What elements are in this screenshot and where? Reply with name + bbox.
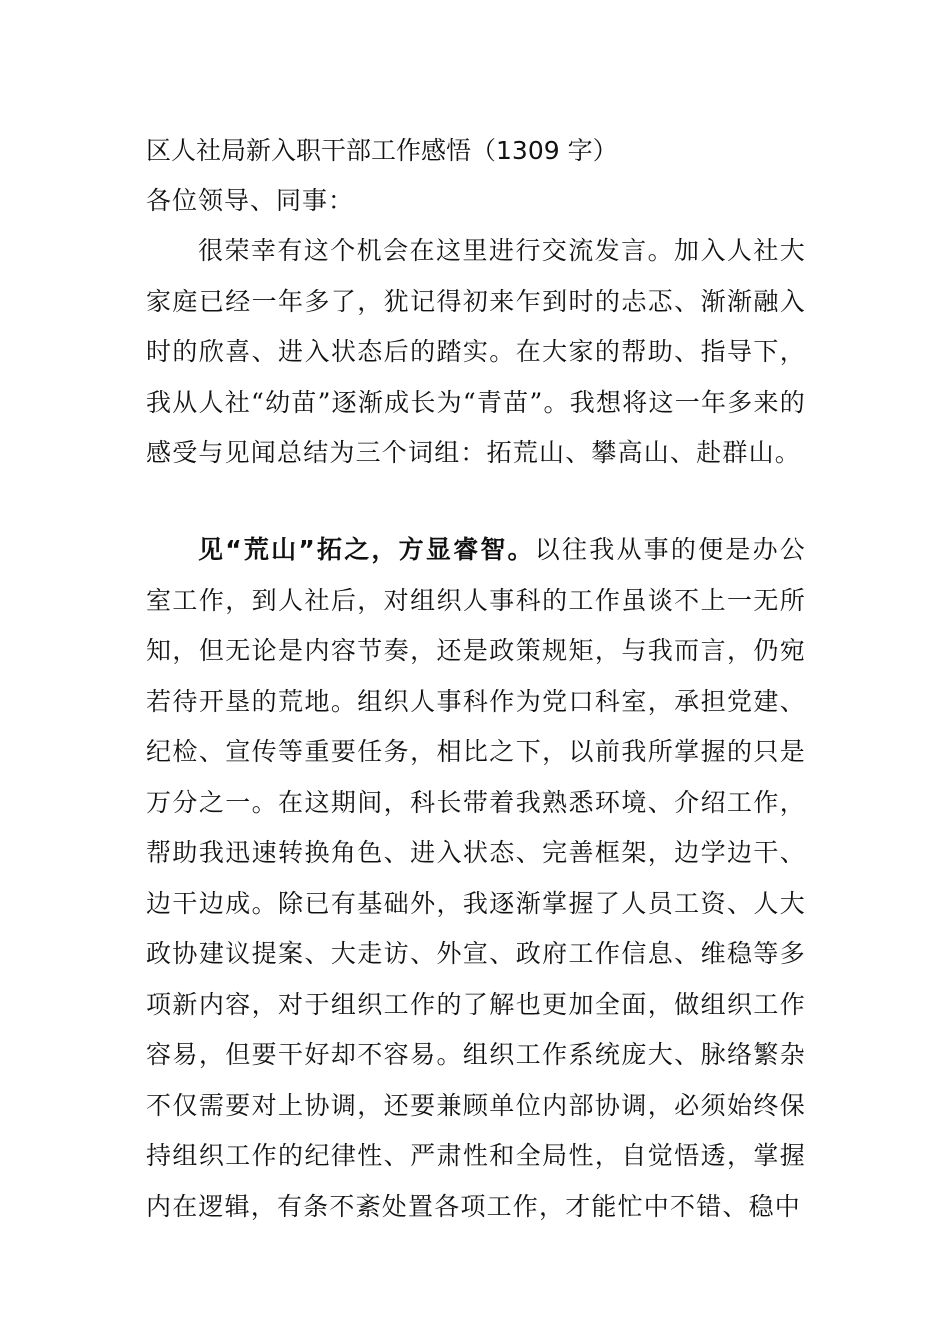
paragraph-body: 以往我从事的便是办公室工作，到人社后，对组织人事科的工作虽谈不上一无所知，但无论是内容节奏，还是政策规矩，与我而言，仍宛若待开垦的荒地。组织人事科作为党口科室，承担党建、纪检、宣传等重要任务，相比之下，以前我所掌握的只是万分之一。在这期间，科长带着我熟悉环境、介绍工作，帮助我迅速转换角色、进入状态、完善框架，边学边干、边干边成。除已有基础外，我逐渐掌握了人员工资、人大政协建议提案、大走访、外宣、政府工作信息、维稳等多项新内容，对于组织工作的了解也更加全面，做组织工作容易，但要干好却不容易。组织工作系统庞大、脉络繁杂不仅需要对上协调，还要兼顾单位内部协调，必须始终保持组织工作的纪律性、严肃性和全局性，自觉悟透，掌握内在逻辑，有条不紊处置各项工作，才能忙中不错、稳中 (146, 535, 806, 1221)
document-title: 区人社局新入职干部工作感悟（1309 字） (146, 136, 618, 165)
salutation: 各位领导、同事： (146, 186, 355, 215)
section-heading-inline: 见“荒山”拓之，方显睿智。 (198, 535, 535, 564)
paragraph-intro: 很荣幸有这个机会在这里进行交流发言。加入人社大家庭已经一年多了，犹记得初来乍到时的忐忑、渐渐融入时的欣喜、进入状态后的踏实。在大家的帮助、指导下，我从人社“幼苗”逐渐成长为“青苗”。我想将这一年多来的感受与见闻总结为三个词组：拓荒山、攀高山、赴群山。 (146, 236, 806, 467)
paragraph-section-one (146, 525, 806, 1232)
